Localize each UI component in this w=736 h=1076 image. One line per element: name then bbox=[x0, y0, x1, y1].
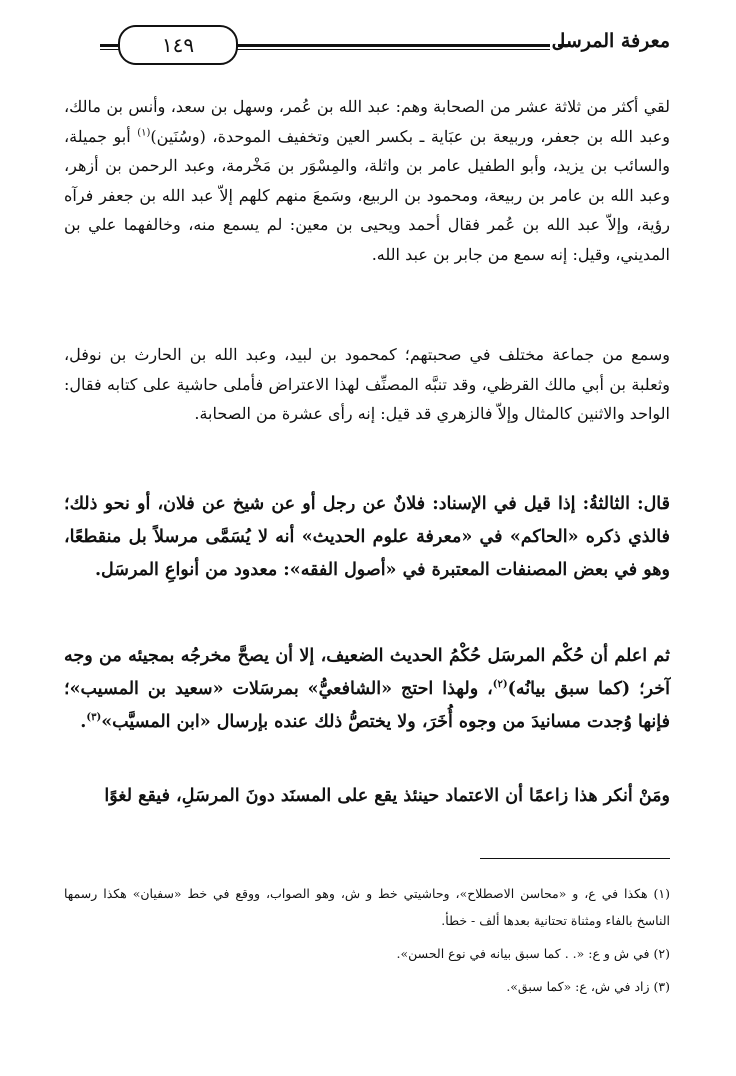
paragraph-text-end: . bbox=[80, 712, 87, 732]
footnote-ref-2[interactable]: (٢) bbox=[492, 679, 508, 691]
footnote-ref-1[interactable]: (١) bbox=[137, 127, 151, 139]
paragraph-companions bbox=[64, 92, 670, 269]
paragraph-objection: ومَنْ أنكر هذا زاعمًا أن الاعتماد حينئذ يقع على المسنَد دونَ المرسَلِ، فيقع لغوًا bbox=[104, 786, 670, 806]
paragraph-disputed-companions: وسمع من جماعة مختلف في صحبتهم؛ كمحمود بن لبيد، وعبد الله بن الحارث بن نوفل، وثعلبة بن أبي مالك القرظي، وقد تنبَّه المصنِّف لهذا الاعتراض فأملى حاشية على كتابه فقال: الواحد والاثنين كالمثال وإلاّ فالزهري قد قيل: إنه رأى عشرة من الصحابة. bbox=[64, 345, 670, 423]
paragraph-text-cont: ، ولهذا احتج «الشافعيُّ» بمرسَلات «سعيد بن المسيب»؛ فإنها وُجدت مسانيدَ من وجوه أُخَرَ، ولا يختصُّ ذلك عنده بإرسال «ابن المسيَّب» bbox=[64, 679, 670, 732]
footnote-3: (٣) زاد في ش، ع: «كما سبق». bbox=[506, 979, 670, 994]
page-number: ١٤٩ bbox=[118, 25, 238, 65]
paragraph-third-point: قال: الثالثةُ: إذا قيل في الإسناد: فلانٌ عن رجل أو عن شيخ عن فلان، أو نحو ذلك؛ فالذي ذكره «الحاكم» في «معرفة علوم الحديث» أنه لا يُسَمَّى مرسلاً بل منقطعًا، وهو في بعض المصنفات المعتبرة في «أصول الفقه»: معدود من أنواعِ المرسَل. bbox=[64, 494, 670, 580]
paragraph-text: لقي أكثر من ثلاثة عشر من الصحابة وهم: عبد الله بن عُمر، وسهل بن سعد، وأنس بن مالك، وعبد الله بن جعفر، وربيعة بن عبَاية ـ بكسر العين وتخفيف الموحدة، (وسُنَين) bbox=[64, 97, 670, 146]
footnote-1: (١) هكذا في ع، و «محاسن الاصطلاح»، وحاشيتي خط و ش، وهو الصواب، ووقع في خط «سفيان» هكذا رسمها الناسخ بالفاء ومثناة تحتانية بعدها ألف - خطأ. bbox=[64, 886, 670, 928]
footnote-ref-3[interactable]: (٣) bbox=[86, 712, 102, 724]
paragraph-text-cont: أبو جميلة، والسائب بن يزيد، وأبو الطفيل عامر بن واثلة، والمِسْوَر بن مَخْرمة، وعبد الرحمن بن أزهر، وعبد الله بن عامر بن ربيعة، ومحمود بن الربيع، وسَمعَ منهم كلهم إلاّ عبد الله بن جعفر فرآه رؤية، وإلاّ عبد الله بن عُمر فقال أحمد ويحيى بن معين: لم يسمع منه، وخالفهما علي بن المديني، وقيل: إنه سمع من جابر بن عبد الله. bbox=[64, 126, 670, 264]
paragraph-text: ثم اعلم أن حُكْم المرسَل حُكْمُ الحديث الضعيف، إلا أن يصحَّ مخرجُه بمجيئه من وجه آخر؛ (كما سبق بيانُه) bbox=[64, 646, 671, 699]
running-title: معرفة المرسل bbox=[551, 30, 670, 52]
footnote-separator bbox=[480, 858, 670, 859]
footnotes bbox=[64, 880, 670, 1006]
footnote-2: (٢) في ش و ع: «. . كما سبق بيانه في نوع الحسن». bbox=[396, 946, 670, 961]
paragraph-ruling bbox=[64, 640, 670, 739]
page-header bbox=[60, 18, 670, 64]
